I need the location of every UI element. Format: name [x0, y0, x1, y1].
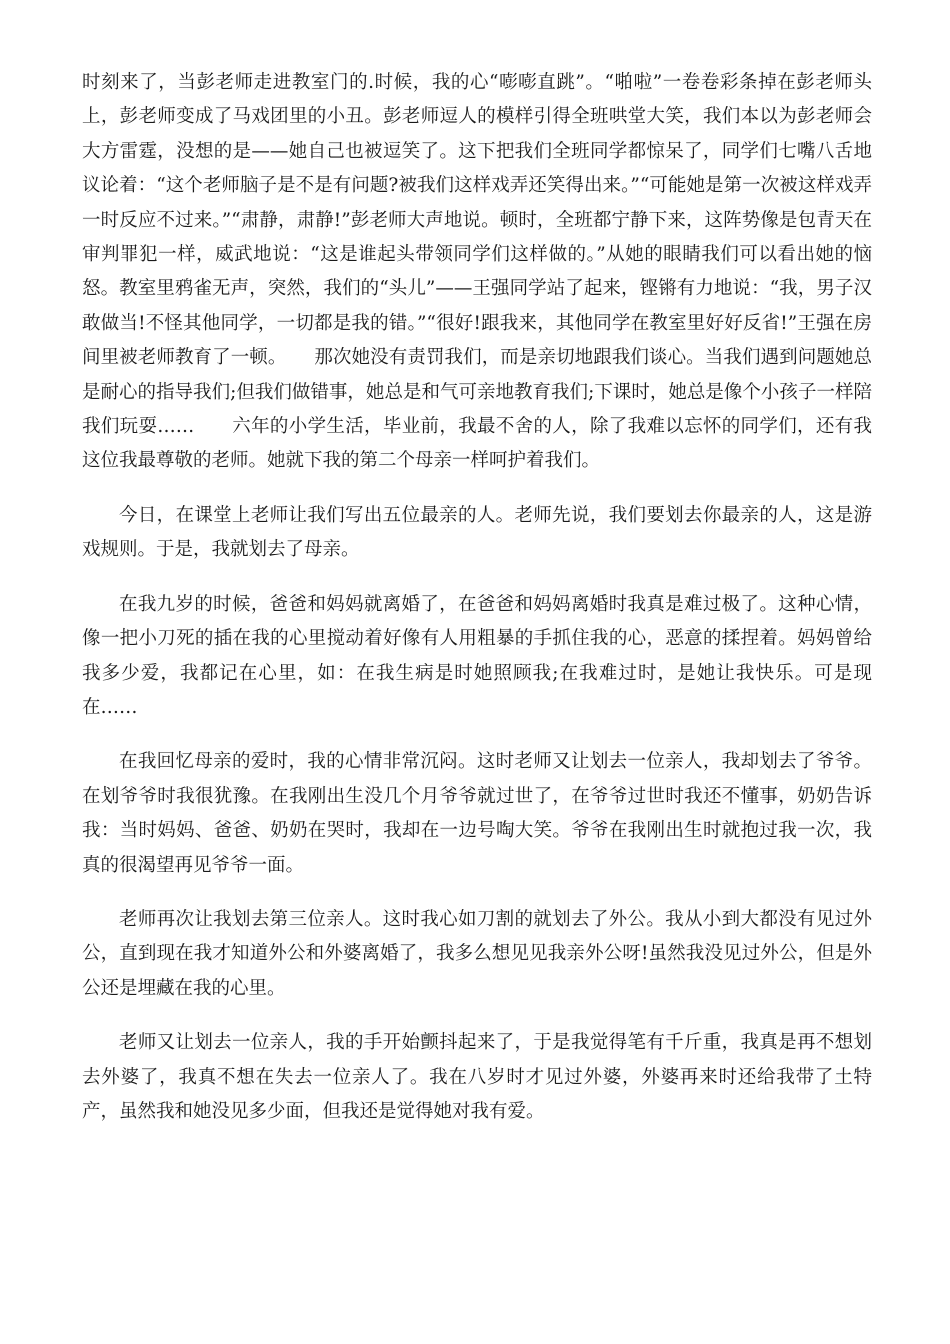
paragraph-mother: 在我九岁的时候，爸爸和妈妈就离婚了，在爸爸和妈妈离婚时我真是难过极了。这种心情，像一把小刀死的插在我的心里搅动着好像有人用粗暴的手抓住我的心，恶意的揉捏着。妈妈曾给我多少爱，我都记在心里，如：在我生病是时她照顾我;在我难过时，是她让我快乐。可是现在…… [82, 593, 872, 718]
document-body [82, 66, 872, 1149]
paragraph-maternal-grandmother: 老师又让划去一位亲人，我的手开始颤抖起来了，于是我觉得笔有千斤重，我真是再不想划去外婆了，我真不想在失去一位亲人了。我在八岁时才见过外婆，外婆再来时还给我带了土特产，虽然我和她没见多少面，但我还是觉得她对我有爱。 [82, 1032, 872, 1122]
paragraph-teacher-story: 时刻来了，当彭老师走进教室门的.时候，我的心“嘭嘭直跳”。“啪啦”一卷卷彩条掉在彭老师头上，彭老师变成了马戏团里的小丑。彭老师逗人的模样引得全班哄堂大笑，我们本以为彭老师会大方雷霆，没想的是——她自己也被逗笑了。这下把我们全班同学都惊呆了，同学们七嘴八舌地议论着：“这个老师脑子是不是有问题?被我们这样戏弄还笑得出来。”“可能她是第一次被这样戏弄一时反应不过来。”“肃静，肃静!”彭老师大声地说。顿时，全班都宁静下来，这阵势像是包青天在审判罪犯一样，威武地说：“这是谁起头带领同学们这样做的。”从她的眼睛我们可以看出她的恼怒。教室里鸦雀无声，突然，我们的“头儿”——王强同学站了起来，铿锵有力地说：“我，男子汉敢做当!不怪其他同学，一切都是我的错。”“很好!跟我来，其他同学在教室里好好反省!”王强在房间里被老师教育了一顿。 那次她没有责罚我们，而是亲切地跟我们谈心。当我们遇到问题她总是耐心的指导我们;但我们做错事，她总是和气可亲地教育我们;下课时，她总是像个小孩子一样陪我们玩耍…… 六年的小学生活，毕业前，我最不舍的人，除了我难以忘怀的同学们，还有我这位我最尊敬的老师。她就下我的第二个母亲一样呵护着我们。 [82, 72, 872, 472]
paragraph-grandfather: 在我回忆母亲的爱时，我的心情非常沉闷。这时老师又让划去一位亲人，我却划去了爷爷。在划爷爷时我很犹豫。在我刚出生没几个月爷爷就过世了，在爷爷过世时我还不懂事，奶奶告诉我：当时妈妈、爸爸、奶奶在哭时，我却在一边号啕大笑。爷爷在我刚出生时就抱过我一次，我真的很渴望再见爷爷一面。 [82, 751, 872, 876]
paragraph-class-game: 今日，在课堂上老师让我们写出五位最亲的人。老师先说，我们要划去你最亲的人，这是游戏规则。于是，我就划去了母亲。 [82, 504, 872, 561]
paragraph-maternal-grandfather: 老师再次让我划去第三位亲人。这时我心如刀割的就划去了外公。我从小到大都没有见过外公，直到现在我才知道外公和外婆离婚了，我多么想见见我亲外公呀!虽然我没见过外公，但是外公还是埋藏在我的心里。 [82, 908, 872, 999]
